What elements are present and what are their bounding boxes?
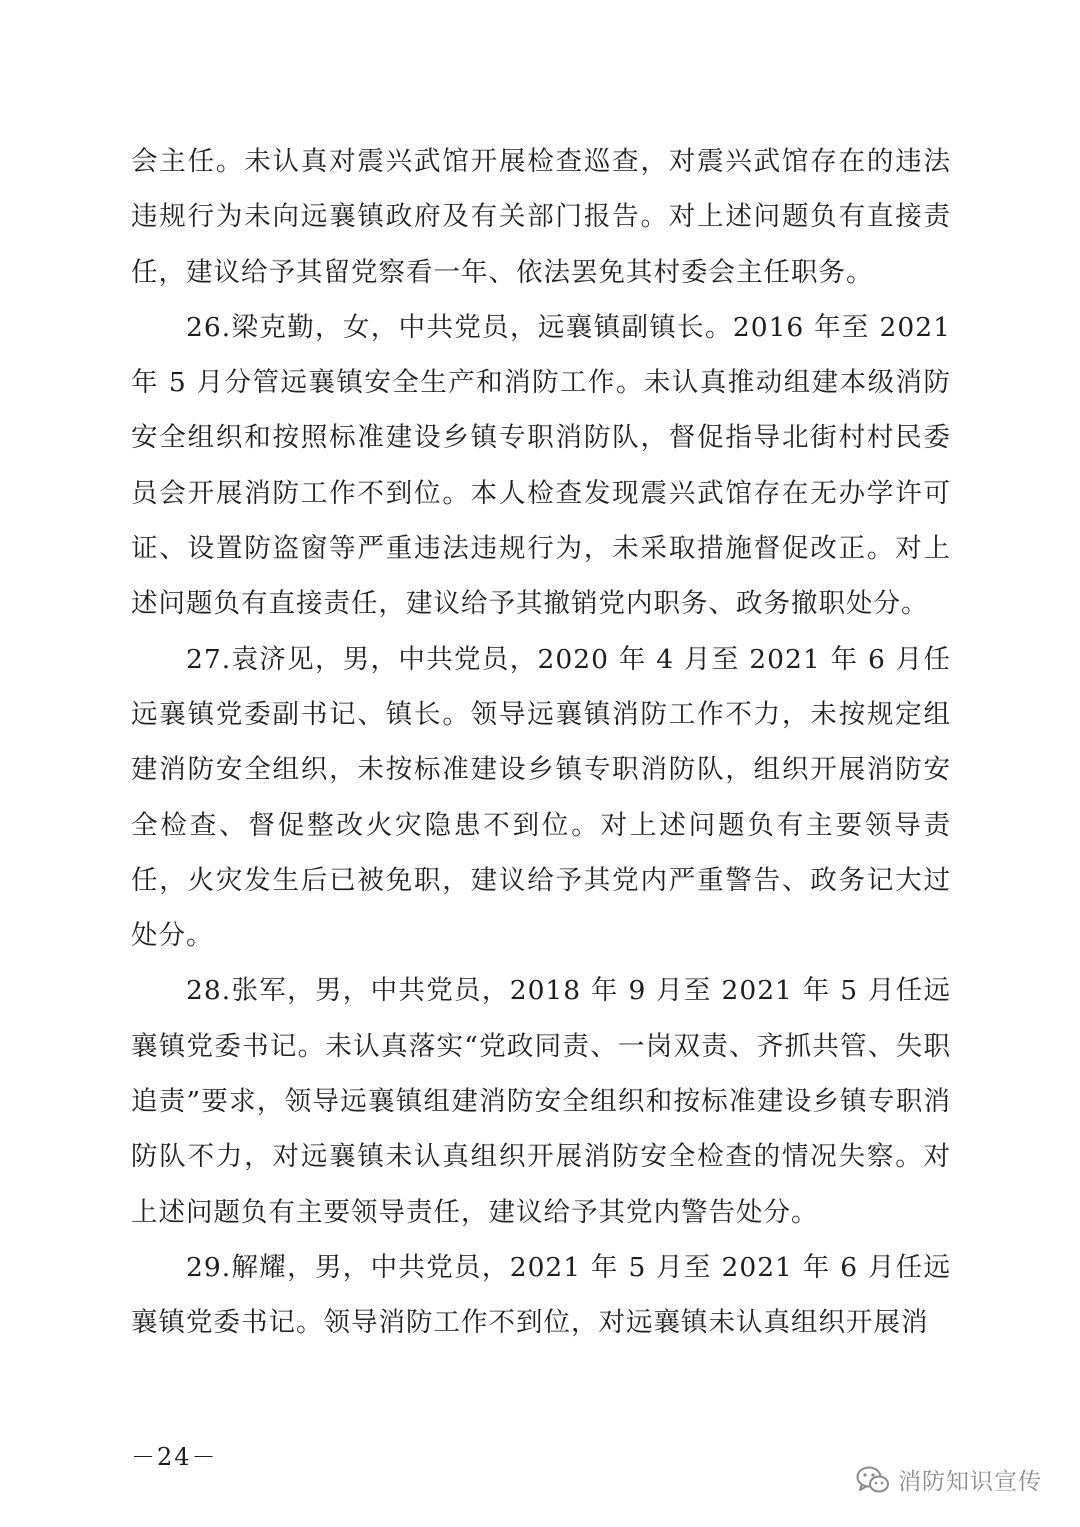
page-number: －24－ — [131, 1443, 218, 1471]
paragraph-item-29: 29.解耀，男，中共党员，2021 年 5 月至 2021 年 6 月任远襄镇党委书记。领导消防工作不到位，对远襄镇未认真组织开展消 — [131, 1251, 951, 1339]
watermark — [856, 1463, 1042, 1496]
paragraph-item-27: 27.袁济见，男，中共党员，2020 年 4 月至 2021 年 6 月任远襄镇党委副书记、镇长。领导远襄镇消防工作不力，未按规定组建消防安全组织，未按标准建设乡镇专职消防队，组织开展消防安全检查、督促整改火灾隐患不到位。对上述问题负有主要领导责任，火灾发生后已被免职，建议给予其党内严重警告、政务记大过处分。 — [131, 643, 951, 952]
paragraph-item-26: 26.梁克勤，女，中共党员，远襄镇副镇长。2016 年至 2021 年 5 月分管远襄镇安全生产和消防工作。未认真推动组建本级消防安全组织和按照标准建设乡镇专职消防队，督促指导北街村村民委员会开展消防工作不到位。本人检查发现震兴武馆存在无办学许可证、设置防盗窗等严重违法违规行为，未采取措施督促改正。对上述问题负有直接责任，建议给予其撤销党内职务、政务撤职处分。 — [131, 311, 951, 620]
document-body — [131, 134, 951, 1351]
paragraph-continuation: 会主任。未认真对震兴武馆开展检查巡查，对震兴武馆存在的违法违规行为未向远襄镇政府及有关部门报告。对上述问题负有直接责任，建议给予其留党察看一年、依法罢免其村委会主任职务。 — [131, 146, 951, 288]
wechat-icon — [856, 1465, 890, 1495]
paragraph-item-28: 28.张军，男，中共党员，2018 年 9 月至 2021 年 5 月任远襄镇党委书记。未认真落实“党政同责、一岗双责、齐抓共管、失职追责”要求，领导远襄镇组建消防安全组织和按标准建设乡镇专职消防队不力，对远襄镇未认真组织开展消防安全检查的情况失察。对上述问题负有主要领导责任，建议给予其党内警告处分。 — [131, 975, 951, 1228]
watermark-label: 消防知识宣传 — [898, 1469, 1042, 1495]
